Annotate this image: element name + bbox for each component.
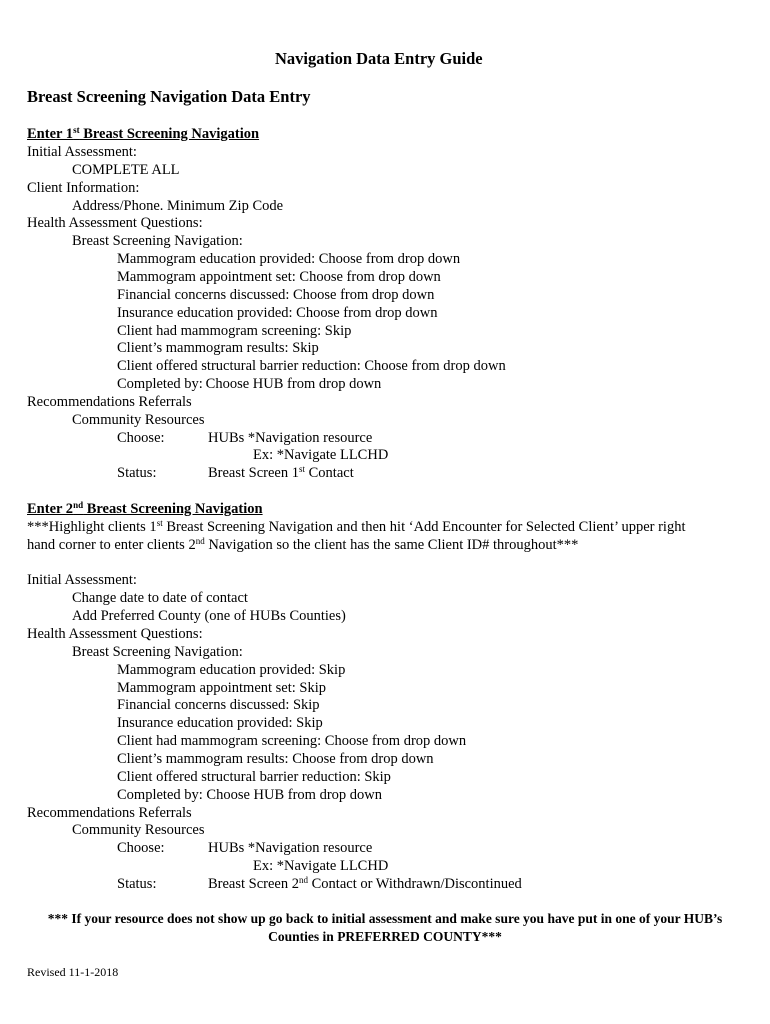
s2-health-assessment: Health Assessment Questions: [27,626,203,642]
s2-note-line1: ***Highlight clients 1st Breast Screening Navigation and then hit ‘Add Encounter for Selected Client’ upper right [27,518,686,535]
s1-choose-value: HUBs *Navigation resource [208,430,373,446]
s1-item: Mammogram education provided: Choose from drop down [117,251,461,267]
s1-choose-label: Choose: [117,430,165,446]
page-title: Navigation Data Entry Guide [275,49,483,68]
s1-complete-all: COMPLETE ALL [72,162,180,178]
s2-item: Client’s mammogram results: Choose from drop down [117,751,434,767]
s1-item: Financial concerns discussed: Choose from drop down [117,287,435,303]
s2-choose-label: Choose: [117,840,165,856]
s2-choose-value: HUBs *Navigation resource [208,840,373,856]
s1-initial-assessment: Initial Assessment: [27,144,137,160]
s2-item: Mammogram appointment set: Skip [117,680,327,696]
s2-example: Ex: *Navigate LLCHD [253,858,389,874]
s2-initial-assessment: Initial Assessment: [27,572,137,588]
s1-example: Ex: *Navigate LLCHD [253,447,389,463]
s2-item: Completed by: Choose HUB from drop down [117,787,383,803]
s2-item: Mammogram education provided: Skip [117,662,346,678]
s2-recommendations: Recommendations Referrals [27,805,192,821]
s2-item: Client had mammogram screening: Choose from drop down [117,733,467,749]
s2-add-county: Add Preferred County (one of HUBs Counties) [72,608,346,624]
section1-heading: Enter 1st Breast Screening Navigation [27,125,260,142]
s1-community-resources: Community Resources [72,412,205,428]
s2-status-value: Breast Screen 2nd Contact or Withdrawn/Discontinued [208,875,522,892]
s2-item: Insurance education provided: Skip [117,715,323,731]
s1-health-assessment: Health Assessment Questions: [27,215,203,231]
s1-client-information: Client Information: [27,180,140,196]
s2-item: Client offered structural barrier reduction: Skip [117,769,391,785]
section2-heading: Enter 2nd Breast Screening Navigation [27,500,263,517]
footer-note-line1: *** If your resource does not show up go back to initial assessment and make sure you have put in one of your HUB’s [47,911,723,926]
page-subtitle: Breast Screening Navigation Data Entry [27,87,311,106]
s1-status-label: Status: [117,465,157,481]
s2-item: Financial concerns discussed: Skip [117,697,320,713]
s1-item: Client’s mammogram results: Skip [117,340,319,356]
s1-address-phone: Address/Phone. Minimum Zip Code [72,198,284,214]
revised-date: Revised 11-1-2018 [27,965,119,979]
s1-item: Client had mammogram screening: Skip [117,323,352,339]
s1-item: Insurance education provided: Choose from drop down [117,305,438,321]
s1-item: Completed by: Choose HUB from drop down [117,376,382,392]
s2-bsn: Breast Screening Navigation: [72,644,243,660]
s2-status-label: Status: [117,876,157,892]
s1-bsn: Breast Screening Navigation: [72,233,243,249]
s1-item: Mammogram appointment set: Choose from drop down [117,269,441,285]
s2-note-line2: hand corner to enter clients 2nd Navigation so the client has the same Client ID# throughout*** [27,536,579,553]
s2-change-date: Change date to date of contact [72,590,248,606]
s1-status-value: Breast Screen 1st Contact [208,464,354,481]
footer-note-line2: Counties in PREFERRED COUNTY*** [268,929,502,944]
s1-recommendations: Recommendations Referrals [27,394,192,410]
s2-community-resources: Community Resources [72,822,205,838]
s1-item: Client offered structural barrier reduction: Choose from drop down [117,358,506,374]
